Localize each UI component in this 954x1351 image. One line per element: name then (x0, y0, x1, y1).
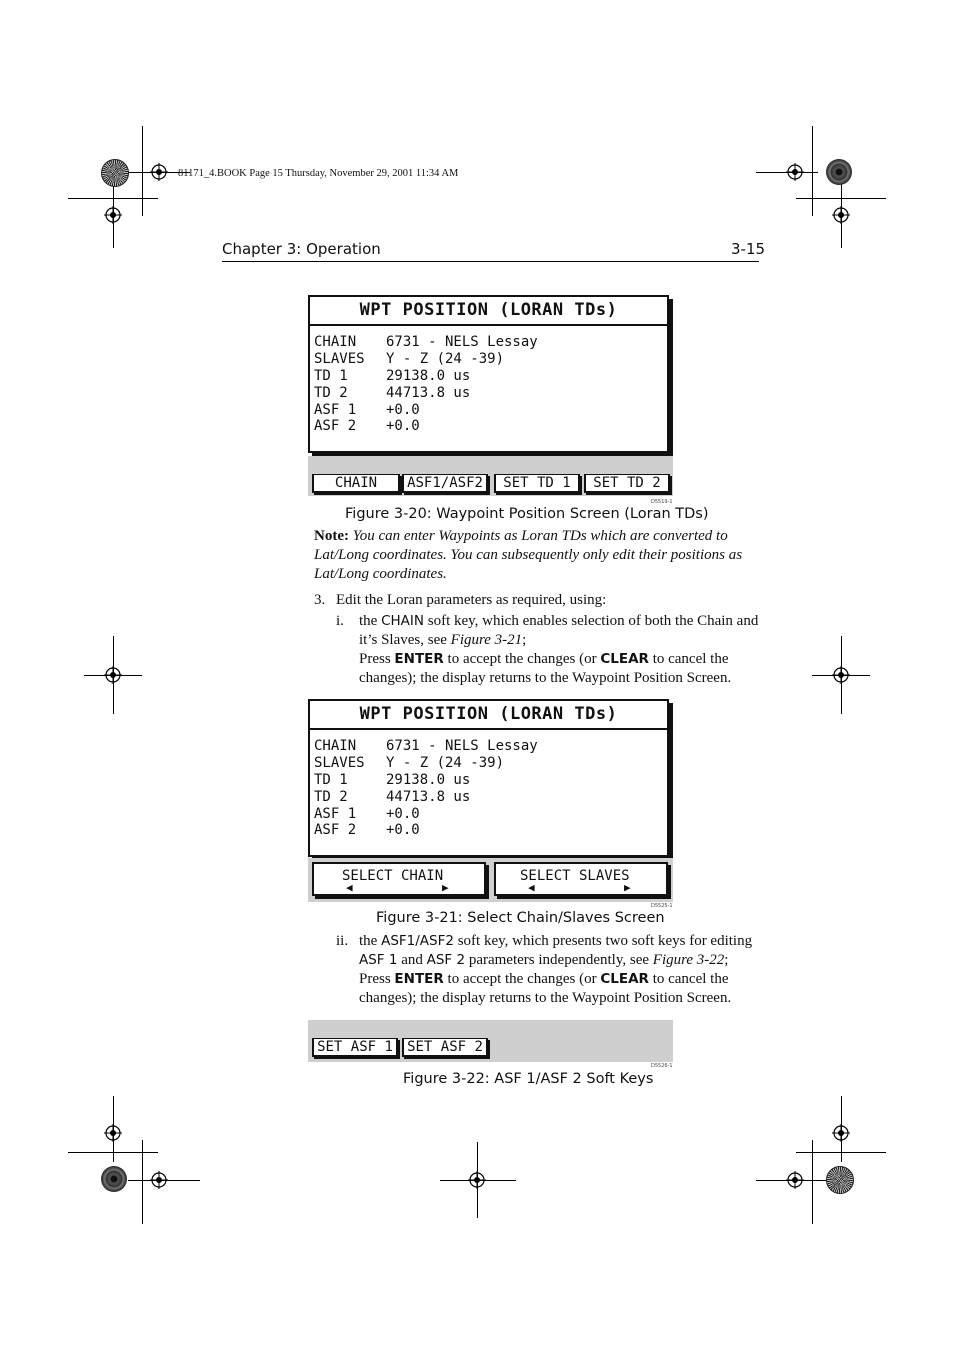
screen-row: ASF 1 +0.0 (314, 402, 420, 418)
registration-dial-icon (101, 1166, 127, 1192)
registration-dial-icon (826, 1166, 854, 1194)
arrow-left-icon: ◀ (346, 881, 353, 894)
page-number: 3-15 (731, 240, 766, 258)
set-td1-softkey[interactable]: SET TD 1 (494, 474, 580, 493)
set-td2-softkey[interactable]: SET TD 2 (584, 474, 670, 493)
arrow-right-icon: ▶ (624, 881, 631, 894)
clear-key: CLEAR (600, 971, 649, 987)
registration-target-icon (104, 1124, 122, 1142)
registration-target-icon (832, 666, 850, 684)
softkey-bar (308, 456, 673, 496)
registration-target-icon (104, 666, 122, 684)
registration-dial-icon (101, 159, 129, 187)
note (314, 527, 759, 584)
enter-key: ENTER (394, 971, 444, 987)
registration-target-icon (150, 163, 168, 181)
list-marker: ii. (336, 933, 349, 949)
select-chain-softkey[interactable] (312, 862, 486, 896)
note-text: You can enter Waypoints as Loran TDs which are converted to Lat/Long coordinates. You can subsequently only edit their positions as Lat/Long coordinates. (314, 528, 743, 582)
registration-target-icon (786, 163, 804, 181)
screen-row: CHAIN 6731 - NELS Lessay (314, 738, 538, 754)
registration-target-icon (150, 1171, 168, 1189)
arrow-right-icon: ▶ (442, 881, 449, 894)
set-asf1-softkey[interactable]: SET ASF 1 (312, 1038, 398, 1057)
registration-target-icon (832, 206, 850, 224)
step-item-chain: the CHAIN soft key, which enables selection of both the Chain and it’s Slaves, see Figure 3-21; Press ENTER to accept the changes (or CLEAR to cancel the changes); the display returns to the Waypoint Position Screen. (359, 613, 759, 686)
asf1-asf2-softkey[interactable]: ASF1/ASF2 (402, 474, 488, 493)
enter-key: ENTER (394, 651, 444, 667)
registration-dial-icon (826, 159, 852, 185)
screen-row: TD 1 29138.0 us (314, 772, 471, 788)
screen-row: ASF 2 +0.0 (314, 418, 420, 434)
wpt-position-screen (308, 699, 669, 857)
step-number: 3. (314, 592, 326, 608)
step-text: Edit the Loran parameters as required, using: (336, 592, 607, 608)
figure-caption: Figure 3-22: ASF 1/ASF 2 Soft Keys (403, 1071, 654, 1087)
softkey-label: SELECT CHAIN (342, 868, 444, 884)
screen-row: SLAVES Y - Z (24 -39) (314, 755, 505, 771)
figure-code: D5526-1 (651, 1063, 673, 1069)
screen-row: CHAIN 6731 - NELS Lessay (314, 334, 538, 350)
select-slaves-softkey[interactable] (494, 862, 668, 896)
registration-target-icon (786, 1171, 804, 1189)
book-info: 81171_4.BOOK Page 15 Thursday, November 29, 2001 11:34 AM (178, 168, 459, 179)
clear-key: CLEAR (600, 651, 649, 667)
step-item-asf: the ASF1/ASF2 soft key, which presents two soft keys for editing ASF 1 and ASF 2 parameters independently, see Figure 3-22; Press ENTER to accept the changes (or CLEAR to cancel the changes); the display returns to the Waypoint Position Screen. (359, 933, 753, 1006)
note-label: Note: (314, 528, 349, 544)
figure-code: D5525-1 (651, 903, 673, 909)
list-marker: i. (336, 613, 344, 629)
softkey-bar (308, 858, 673, 902)
set-asf2-softkey[interactable]: SET ASF 2 (402, 1038, 488, 1057)
screen-row: TD 2 44713.8 us (314, 385, 471, 401)
screen-title: WPT POSITION (LORAN TDs) (310, 701, 667, 730)
screen-row: TD 1 29138.0 us (314, 368, 471, 384)
screen-row: TD 2 44713.8 us (314, 789, 471, 805)
registration-target-icon (104, 206, 122, 224)
softkey-bar (308, 1020, 673, 1062)
screen-row: SLAVES Y - Z (24 -39) (314, 351, 505, 367)
chain-softkey[interactable]: CHAIN (312, 474, 400, 493)
figure-caption: Figure 3-20: Waypoint Position Screen (Loran TDs) (345, 506, 709, 522)
header-rule (222, 261, 759, 262)
softkey-label: SELECT SLAVES (520, 868, 630, 884)
registration-target-icon (468, 1171, 486, 1189)
figure-code: D5519-1 (651, 499, 673, 505)
screen-title: WPT POSITION (LORAN TDs) (310, 297, 667, 326)
screen-row: ASF 1 +0.0 (314, 806, 420, 822)
screen-row: ASF 2 +0.0 (314, 822, 420, 838)
wpt-position-screen (308, 295, 669, 453)
chapter-title: Chapter 3: Operation (222, 240, 381, 258)
registration-target-icon (832, 1124, 850, 1142)
arrow-left-icon: ◀ (528, 881, 535, 894)
figure-caption: Figure 3-21: Select Chain/Slaves Screen (376, 910, 665, 926)
